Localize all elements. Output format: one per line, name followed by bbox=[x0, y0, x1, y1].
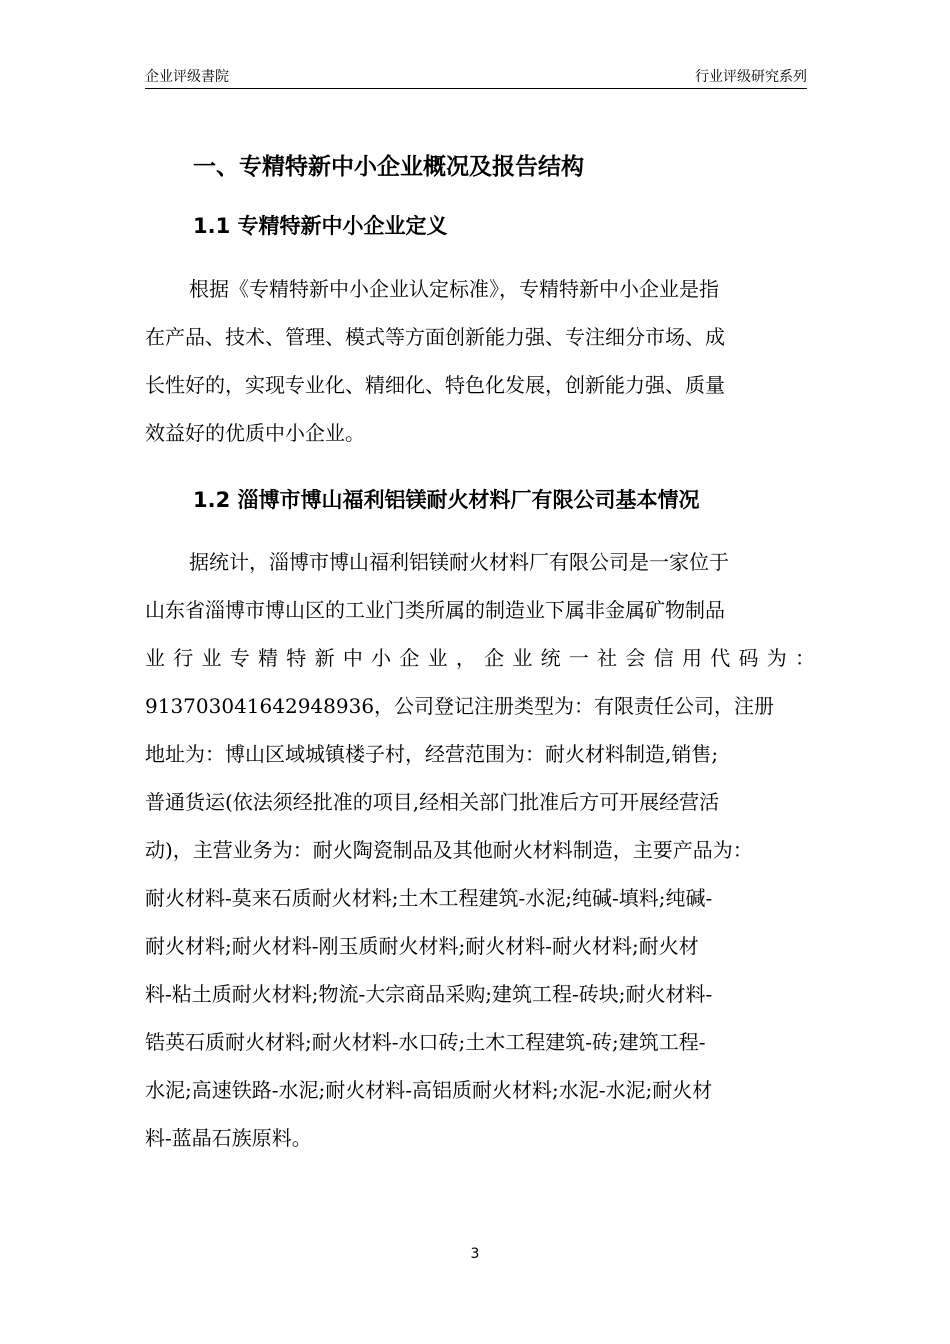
page-number: 3 bbox=[470, 1246, 480, 1262]
paragraph-line: 长性好的，实现专业化、精细化、特色化发展，创新能力强、质量 bbox=[145, 373, 725, 397]
paragraph-line: 水泥;高速铁路-水泥;耐火材料-高铝质耐火材料;水泥-水泥;耐火材 bbox=[145, 1078, 713, 1102]
definition-paragraph bbox=[145, 265, 815, 457]
paragraph-line: 根据《专精特新中小企业认定标准》，专精特新中小企业是指 bbox=[189, 277, 719, 301]
paragraph-line: 普通货运(依法须经批准的项目,经相关部门批准后方可开展经营活 bbox=[145, 790, 720, 814]
paragraph-line: 913703041642948936，公司登记注册类型为：有限责任公司，注册 bbox=[145, 694, 775, 718]
paragraph-line: 山东省淄博市博山区的工业门类所属的制造业下属非金属矿物制品 bbox=[145, 598, 725, 622]
paragraph-line: 业行业专精特新中小企业，企业统一社会信用代码为： bbox=[145, 646, 815, 670]
paragraph-line: 据统计，淄博市博山福利铝镁耐火材料厂有限公司是一家位于 bbox=[189, 550, 729, 574]
header-right-text: 行业评级研究系列 bbox=[695, 69, 807, 85]
subsection-title-1-1: 1.1 专精特新中小企业定义 bbox=[193, 214, 448, 238]
paragraph-line: 耐火材料-莫来石质耐火材料;土木工程建筑-水泥;纯碱-填料;纯碱- bbox=[145, 886, 713, 910]
page-header bbox=[145, 66, 807, 89]
subsection-title-1-2: 1.2 淄博市博山福利铝镁耐火材料厂有限公司基本情况 bbox=[193, 488, 700, 512]
paragraph-line: 料-粘土质耐火材料;物流-大宗商品采购;建筑工程-砖块;耐火材料- bbox=[145, 982, 713, 1006]
paragraph-line: 效益好的优质中小企业。 bbox=[145, 421, 365, 445]
paragraph-line: 耐火材料;耐火材料-刚玉质耐火材料;耐火材料-耐火材料;耐火材 bbox=[145, 934, 699, 958]
header-left-text: 企业评级書院 bbox=[145, 69, 229, 85]
section-title: 一、专精特新中小企业概况及报告结构 bbox=[193, 154, 584, 180]
paragraph-line: 地址为：博山区域城镇楼子村，经营范围为：耐火材料制造,销售; bbox=[145, 742, 719, 766]
paragraph-line: 动)，主营业务为：耐火陶瓷制品及其他耐火材料制造，主要产品为： bbox=[145, 838, 753, 862]
paragraph-line: 料-蓝晶石族原料。 bbox=[145, 1126, 312, 1150]
paragraph-line: 锆英石质耐火材料;耐火材料-水口砖;土木工程建筑-砖;建筑工程- bbox=[145, 1030, 706, 1054]
company-paragraph bbox=[145, 538, 815, 1162]
paragraph-line: 在产品、技术、管理、模式等方面创新能力强、专注细分市场、成 bbox=[145, 325, 725, 349]
